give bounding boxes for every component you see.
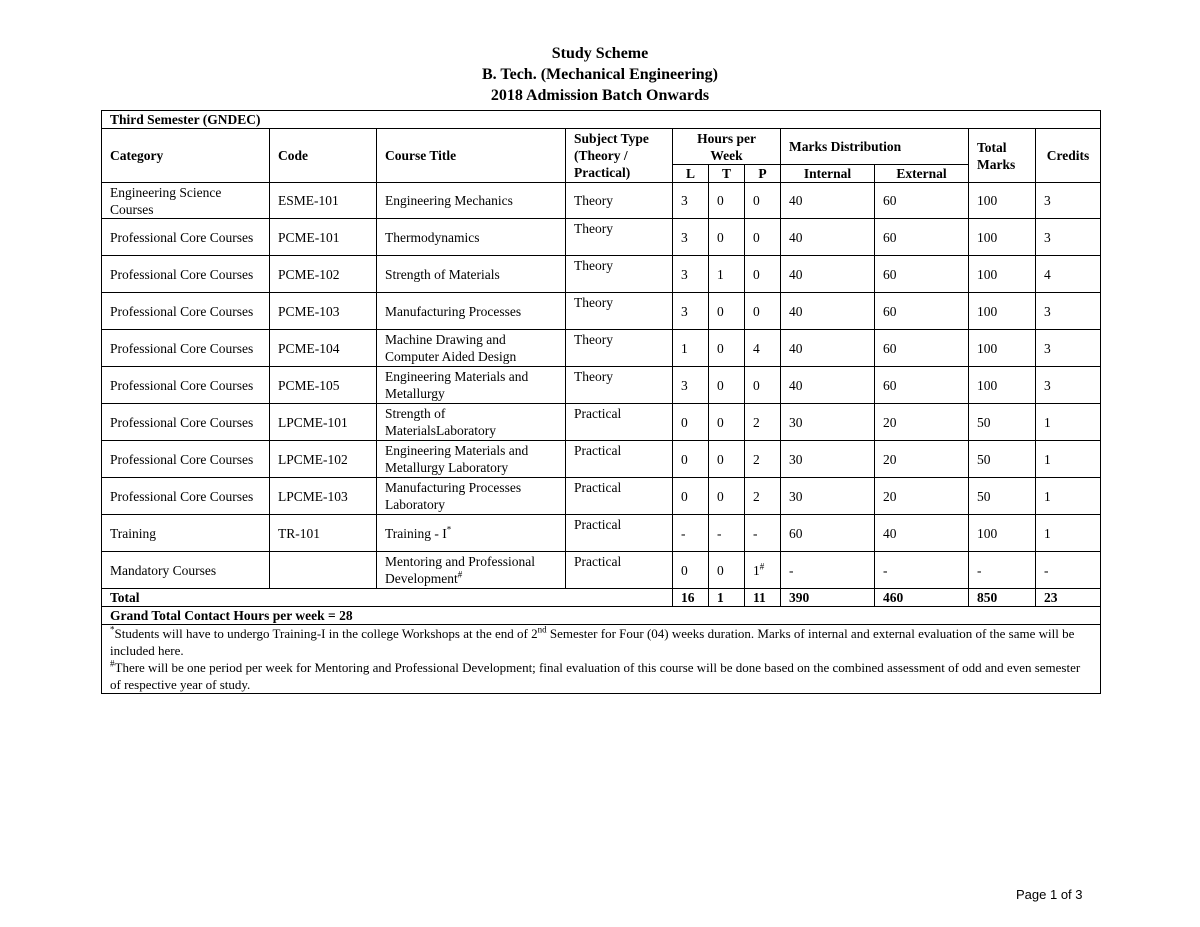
category-cell <box>102 441 270 478</box>
hours-l-cell-text: 0 <box>681 414 688 430</box>
hours-l-cell <box>673 293 709 330</box>
footnote-mark: # <box>759 561 765 571</box>
header-code: Code <box>270 129 377 183</box>
hours-t-cell-text: 0 <box>717 488 724 504</box>
table-row <box>102 441 1101 478</box>
hours-p-cell-text: 4 <box>753 340 760 356</box>
total-marks: 850 <box>969 589 1036 607</box>
total-marks-cell <box>969 330 1036 367</box>
subject-type-cell-text: Practical <box>574 554 622 569</box>
subject-type-cell <box>566 293 673 330</box>
hours-l-cell <box>673 367 709 404</box>
code-cell <box>270 256 377 293</box>
total-marks-cell-text: 100 <box>977 377 998 393</box>
category-cell <box>102 183 270 219</box>
code-cell <box>270 330 377 367</box>
hours-t-cell <box>709 330 745 367</box>
total-marks-cell <box>969 515 1036 552</box>
hours-l-cell <box>673 552 709 589</box>
hours-p-cell <box>745 293 781 330</box>
total-marks-cell <box>969 441 1036 478</box>
internal-marks-cell-text: 40 <box>789 266 803 282</box>
code-cell-text: PCME-105 <box>278 377 340 393</box>
hours-p-cell <box>745 219 781 256</box>
external-marks-cell <box>875 404 969 441</box>
credits-cell <box>1036 219 1101 256</box>
internal-marks-cell-text: 60 <box>789 525 803 541</box>
subject-type-cell <box>566 404 673 441</box>
internal-marks-cell <box>781 441 875 478</box>
table-row <box>102 552 1101 589</box>
total-marks-cell-text: 100 <box>977 193 998 208</box>
category-cell <box>102 552 270 589</box>
code-cell <box>270 441 377 478</box>
hours-l-cell-text: 0 <box>681 488 688 504</box>
hours-p-cell-text: 2 <box>753 488 760 504</box>
hours-l-cell-text: - <box>681 525 686 541</box>
credits-cell-text: 1 <box>1044 414 1051 430</box>
category-cell-text: Mandatory Courses <box>110 562 217 578</box>
footnote-mark: * <box>446 524 452 534</box>
course-title-cell <box>377 330 566 367</box>
code-cell-text: LPCME-101 <box>278 414 348 430</box>
code-cell-text: PCME-104 <box>278 340 340 356</box>
total-marks-cell-text: 50 <box>977 451 991 467</box>
table-row <box>102 404 1101 441</box>
hours-l-cell-text: 0 <box>681 562 688 578</box>
code-cell-text: PCME-102 <box>278 266 340 282</box>
category-cell <box>102 515 270 552</box>
total-marks-cell-text: 50 <box>977 488 991 504</box>
hours-p-cell <box>745 441 781 478</box>
hours-p-cell-text: 0 <box>753 193 760 208</box>
total-p: 11 <box>745 589 781 607</box>
hours-p-cell-text: 0 <box>753 377 760 393</box>
total-t: 1 <box>709 589 745 607</box>
external-marks-cell-text: 20 <box>883 451 897 467</box>
category-cell-text: Professional Core Courses <box>110 414 254 430</box>
total-marks-cell <box>969 256 1036 293</box>
grand-total-row <box>102 607 1101 625</box>
hours-t-cell-text: 0 <box>717 562 724 578</box>
external-marks-cell <box>875 367 969 404</box>
external-marks-cell-text: 20 <box>883 488 897 504</box>
header-internal: Internal <box>781 165 875 183</box>
credits-cell <box>1036 183 1101 219</box>
hours-t-cell <box>709 219 745 256</box>
category-cell <box>102 478 270 515</box>
hours-t-cell-text: 0 <box>717 340 724 356</box>
hours-l-cell-text: 3 <box>681 303 688 319</box>
subject-type-cell-text: Theory <box>574 258 613 273</box>
total-marks-cell-text: 50 <box>977 414 991 430</box>
credits-cell-text: 3 <box>1044 193 1051 208</box>
subject-type-cell-text: Theory <box>574 295 613 310</box>
credits-cell <box>1036 515 1101 552</box>
hours-l-cell <box>673 515 709 552</box>
subject-type-cell-text: Theory <box>574 332 613 347</box>
total-credits: 23 <box>1036 589 1101 607</box>
external-marks-cell-text: 60 <box>883 377 897 393</box>
internal-marks-cell-text: 40 <box>789 229 803 245</box>
subject-type-cell-text: Practical <box>574 406 622 421</box>
category-cell-text: Professional Core Courses <box>110 340 254 356</box>
course-title-cell-text: Training - I <box>385 525 447 541</box>
external-marks-cell <box>875 441 969 478</box>
hours-t-cell <box>709 515 745 552</box>
external-marks-cell-text: - <box>883 562 888 578</box>
credits-cell-text: 4 <box>1044 266 1051 282</box>
course-title-cell-text: Engineering Materials and Metallurgy Laboratory <box>385 443 529 475</box>
total-marks-cell <box>969 367 1036 404</box>
internal-marks-cell <box>781 256 875 293</box>
header-row <box>102 129 1101 165</box>
course-title-cell-text: Strength of Materials <box>385 266 500 282</box>
subject-type-cell <box>566 478 673 515</box>
header-category: Category <box>102 129 270 183</box>
subject-type-cell <box>566 256 673 293</box>
hours-l-cell <box>673 441 709 478</box>
credits-cell-text: 1 <box>1044 488 1051 504</box>
note-training-text-b: Semester for Four (04) weeks duration. Marks of internal and external evaluation of the same will be included here. <box>110 626 1075 658</box>
external-marks-cell <box>875 552 969 589</box>
code-cell <box>270 515 377 552</box>
total-marks-cell <box>969 404 1036 441</box>
course-title-cell <box>377 183 566 219</box>
credits-cell <box>1036 552 1101 589</box>
subject-type-cell <box>566 552 673 589</box>
total-label: Total <box>102 589 673 607</box>
total-marks-cell <box>969 478 1036 515</box>
header-total-marks: Total Marks <box>969 129 1036 183</box>
hours-l-cell-text: 3 <box>681 229 688 245</box>
hours-p-cell-text: 1 <box>753 562 760 578</box>
header-course-title: Course Title <box>377 129 566 183</box>
title-line-1: Study Scheme <box>551 45 649 62</box>
internal-marks-cell <box>781 219 875 256</box>
semester-row <box>102 111 1101 129</box>
internal-marks-cell-text: 40 <box>789 193 803 208</box>
hours-l-cell <box>673 330 709 367</box>
subject-type-cell-text: Theory <box>574 221 613 236</box>
credits-cell <box>1036 478 1101 515</box>
category-cell <box>102 404 270 441</box>
code-cell <box>270 183 377 219</box>
hours-l-cell <box>673 404 709 441</box>
internal-marks-cell-text: 40 <box>789 377 803 393</box>
course-title-cell <box>377 367 566 404</box>
notes <box>102 625 1101 694</box>
header-t: T <box>709 165 745 183</box>
table-row <box>102 293 1101 330</box>
external-marks-cell-text: 20 <box>883 414 897 430</box>
note-training-sup: nd <box>537 624 547 635</box>
course-title-cell <box>377 552 566 589</box>
table-row <box>102 367 1101 404</box>
subject-type-cell <box>566 515 673 552</box>
credits-cell-text: 1 <box>1044 451 1051 467</box>
total-marks-cell-text: 100 <box>977 229 998 245</box>
internal-marks-cell <box>781 552 875 589</box>
total-marks-cell-text: 100 <box>977 340 998 356</box>
internal-marks-cell-text: 40 <box>789 340 803 356</box>
course-title-cell <box>377 515 566 552</box>
subject-type-cell-text: Theory <box>574 369 613 384</box>
hours-t-cell-text: 0 <box>717 303 724 319</box>
hours-l-cell-text: 3 <box>681 193 688 208</box>
hours-t-cell <box>709 441 745 478</box>
external-marks-cell <box>875 330 969 367</box>
subject-type-cell <box>566 183 673 219</box>
credits-cell-text: 3 <box>1044 377 1051 393</box>
hours-t-cell-text: 0 <box>717 377 724 393</box>
hours-p-cell <box>745 552 781 589</box>
course-title-cell-text: Manufacturing Processes <box>385 303 522 319</box>
course-title-cell <box>377 219 566 256</box>
external-marks-cell <box>875 256 969 293</box>
hours-t-cell-text: 0 <box>717 193 724 208</box>
course-title-cell <box>377 441 566 478</box>
header-l: L <box>673 165 709 183</box>
category-cell <box>102 367 270 404</box>
code-cell <box>270 478 377 515</box>
internal-marks-cell-text: 30 <box>789 414 803 430</box>
hours-t-cell-text: - <box>717 525 722 541</box>
header-credits: Credits <box>1036 129 1101 183</box>
external-marks-cell <box>875 293 969 330</box>
credits-cell-text: 3 <box>1044 303 1051 319</box>
subject-type-cell <box>566 367 673 404</box>
hours-t-cell-text: 0 <box>717 414 724 430</box>
subject-type-cell-text: Practical <box>574 480 622 495</box>
external-marks-cell-text: 60 <box>883 303 897 319</box>
hours-p-cell <box>745 330 781 367</box>
total-marks-cell <box>969 293 1036 330</box>
course-title-cell-text: Thermodynamics <box>385 229 480 245</box>
total-marks-cell-text: 100 <box>977 303 998 319</box>
credits-cell-text: 3 <box>1044 229 1051 245</box>
course-title-cell-text: Engineering Mechanics <box>385 193 513 208</box>
course-title-cell-text: Manufacturing Processes Laboratory <box>385 480 522 512</box>
category-cell-text: Professional Core Courses <box>110 303 254 319</box>
total-internal: 390 <box>781 589 875 607</box>
internal-marks-cell-text: 30 <box>789 488 803 504</box>
header-hours: Hours per Week <box>673 129 781 165</box>
hours-t-cell <box>709 404 745 441</box>
course-title-cell-text: Machine Drawing and Computer Aided Design <box>385 332 517 364</box>
external-marks-cell-text: 60 <box>883 266 897 282</box>
hours-t-cell <box>709 183 745 219</box>
total-external: 460 <box>875 589 969 607</box>
code-cell <box>270 552 377 589</box>
table-row <box>102 183 1101 219</box>
document-title <box>0 43 1200 106</box>
footnote-mark: # <box>457 569 463 580</box>
total-row <box>102 589 1101 607</box>
hours-t-cell-text: 1 <box>717 266 724 282</box>
semester-heading: Third Semester (GNDEC) <box>102 111 1101 129</box>
hours-l-cell-text: 0 <box>681 451 688 467</box>
table-row <box>102 330 1101 367</box>
subject-type-cell <box>566 219 673 256</box>
credits-cell <box>1036 330 1101 367</box>
table-row <box>102 478 1101 515</box>
code-cell-text: LPCME-102 <box>278 451 348 467</box>
external-marks-cell-text: 40 <box>883 525 897 541</box>
credits-cell-text: 3 <box>1044 340 1051 356</box>
category-cell <box>102 256 270 293</box>
credits-cell <box>1036 367 1101 404</box>
category-cell-text: Professional Core Courses <box>110 229 254 245</box>
credits-cell <box>1036 441 1101 478</box>
internal-marks-cell <box>781 404 875 441</box>
internal-marks-cell <box>781 330 875 367</box>
title-line-3: 2018 Admission Batch Onwards <box>490 87 710 104</box>
category-cell <box>102 219 270 256</box>
course-title-cell <box>377 478 566 515</box>
credits-cell <box>1036 256 1101 293</box>
total-marks-cell <box>969 552 1036 589</box>
category-cell-text: Professional Core Courses <box>110 266 254 282</box>
internal-marks-cell <box>781 367 875 404</box>
hours-p-cell-text: 0 <box>753 229 760 245</box>
hours-t-cell <box>709 478 745 515</box>
credits-cell-text: 1 <box>1044 525 1051 541</box>
course-title-cell-text: Engineering Materials and Metallurgy <box>385 369 529 401</box>
course-title-cell-text: Mentoring and Professional Development <box>385 554 535 586</box>
category-cell <box>102 330 270 367</box>
credits-cell <box>1036 404 1101 441</box>
hours-p-cell <box>745 478 781 515</box>
subject-type-cell-text: Theory <box>574 193 613 208</box>
category-cell-text: Professional Core Courses <box>110 377 254 393</box>
course-title-cell <box>377 256 566 293</box>
code-cell-text: PCME-103 <box>278 303 340 319</box>
note-training <box>110 625 1092 659</box>
total-marks-cell-text: 100 <box>977 266 998 282</box>
hours-t-cell <box>709 367 745 404</box>
note-hash: # <box>110 658 115 669</box>
hours-t-cell <box>709 293 745 330</box>
hours-l-cell-text: 3 <box>681 377 688 393</box>
table-row <box>102 219 1101 256</box>
code-cell-text: PCME-101 <box>278 229 340 245</box>
hours-p-cell-text: 2 <box>753 451 760 467</box>
external-marks-cell <box>875 515 969 552</box>
code-cell-text: LPCME-103 <box>278 488 348 504</box>
subject-type-cell-text: Practical <box>574 443 622 458</box>
hours-t-cell <box>709 256 745 293</box>
hours-p-cell-text: 2 <box>753 414 760 430</box>
external-marks-cell-text: 60 <box>883 340 897 356</box>
header-subject-type: Subject Type (Theory / Practical) <box>566 129 673 183</box>
internal-marks-cell-text: 30 <box>789 451 803 467</box>
internal-marks-cell <box>781 293 875 330</box>
hours-t-cell <box>709 552 745 589</box>
external-marks-cell <box>875 219 969 256</box>
hours-p-cell-text: - <box>753 525 758 541</box>
category-cell-text: Engineering Science Courses <box>110 184 222 217</box>
hours-p-cell <box>745 256 781 293</box>
internal-marks-cell <box>781 478 875 515</box>
study-scheme-table <box>101 110 1101 694</box>
hours-t-cell-text: 0 <box>717 451 724 467</box>
total-marks-cell-text: 100 <box>977 525 998 541</box>
hours-p-cell <box>745 183 781 219</box>
credits-cell-text: - <box>1044 562 1049 578</box>
hours-l-cell <box>673 219 709 256</box>
internal-marks-cell-text: 40 <box>789 303 803 319</box>
external-marks-cell <box>875 183 969 219</box>
external-marks-cell <box>875 478 969 515</box>
hours-l-cell <box>673 256 709 293</box>
hours-p-cell <box>745 404 781 441</box>
external-marks-cell-text: 60 <box>883 193 897 208</box>
category-cell-text: Professional Core Courses <box>110 451 254 467</box>
category-cell-text: Training <box>110 525 157 541</box>
header-external: External <box>875 165 969 183</box>
hours-p-cell <box>745 515 781 552</box>
internal-marks-cell-text: - <box>789 562 794 578</box>
category-cell-text: Professional Core Courses <box>110 488 254 504</box>
header-marks: Marks Distribution <box>781 129 969 165</box>
hours-l-cell <box>673 478 709 515</box>
category-cell <box>102 293 270 330</box>
course-title-cell-text: Strength of MaterialsLaboratory <box>385 406 496 438</box>
note-mentoring <box>110 659 1092 693</box>
table-row <box>102 256 1101 293</box>
code-cell <box>270 293 377 330</box>
hours-p-cell-text: 0 <box>753 266 760 282</box>
hours-t-cell-text: 0 <box>717 229 724 245</box>
course-title-cell <box>377 404 566 441</box>
credits-cell <box>1036 293 1101 330</box>
subject-type-cell-text: Practical <box>574 517 622 532</box>
note-training-text-a: Students will have to undergo Training-I in the college Workshops at the end of 2 <box>114 626 538 641</box>
internal-marks-cell <box>781 515 875 552</box>
subject-type-cell <box>566 330 673 367</box>
total-marks-cell <box>969 219 1036 256</box>
code-cell-text: TR-101 <box>278 525 320 541</box>
note-asterisk: * <box>110 624 115 635</box>
hours-l-cell <box>673 183 709 219</box>
hours-p-cell-text: 0 <box>753 303 760 319</box>
total-marks-cell-text: - <box>977 562 982 578</box>
hours-p-cell <box>745 367 781 404</box>
notes-row <box>102 625 1101 694</box>
total-marks-cell <box>969 183 1036 219</box>
course-title-cell <box>377 293 566 330</box>
external-marks-cell-text: 60 <box>883 229 897 245</box>
hours-l-cell-text: 3 <box>681 266 688 282</box>
page-number: Page 1 of 3 <box>1016 887 1083 902</box>
subject-type-cell <box>566 441 673 478</box>
table-row <box>102 515 1101 552</box>
code-cell <box>270 219 377 256</box>
internal-marks-cell <box>781 183 875 219</box>
header-p: P <box>745 165 781 183</box>
hours-l-cell-text: 1 <box>681 340 688 356</box>
title-line-2: B. Tech. (Mechanical Engineering) <box>482 66 718 83</box>
code-cell-text: ESME-101 <box>278 193 339 208</box>
code-cell <box>270 367 377 404</box>
grand-total: Grand Total Contact Hours per week = 28 <box>102 607 1101 625</box>
note-mentoring-text: There will be one period per week for Mentoring and Professional Development; final evaluation of this course will be done based on the combined assessment of odd and even semester of respective year of study. <box>110 660 1081 692</box>
code-cell <box>270 404 377 441</box>
total-l: 16 <box>673 589 709 607</box>
